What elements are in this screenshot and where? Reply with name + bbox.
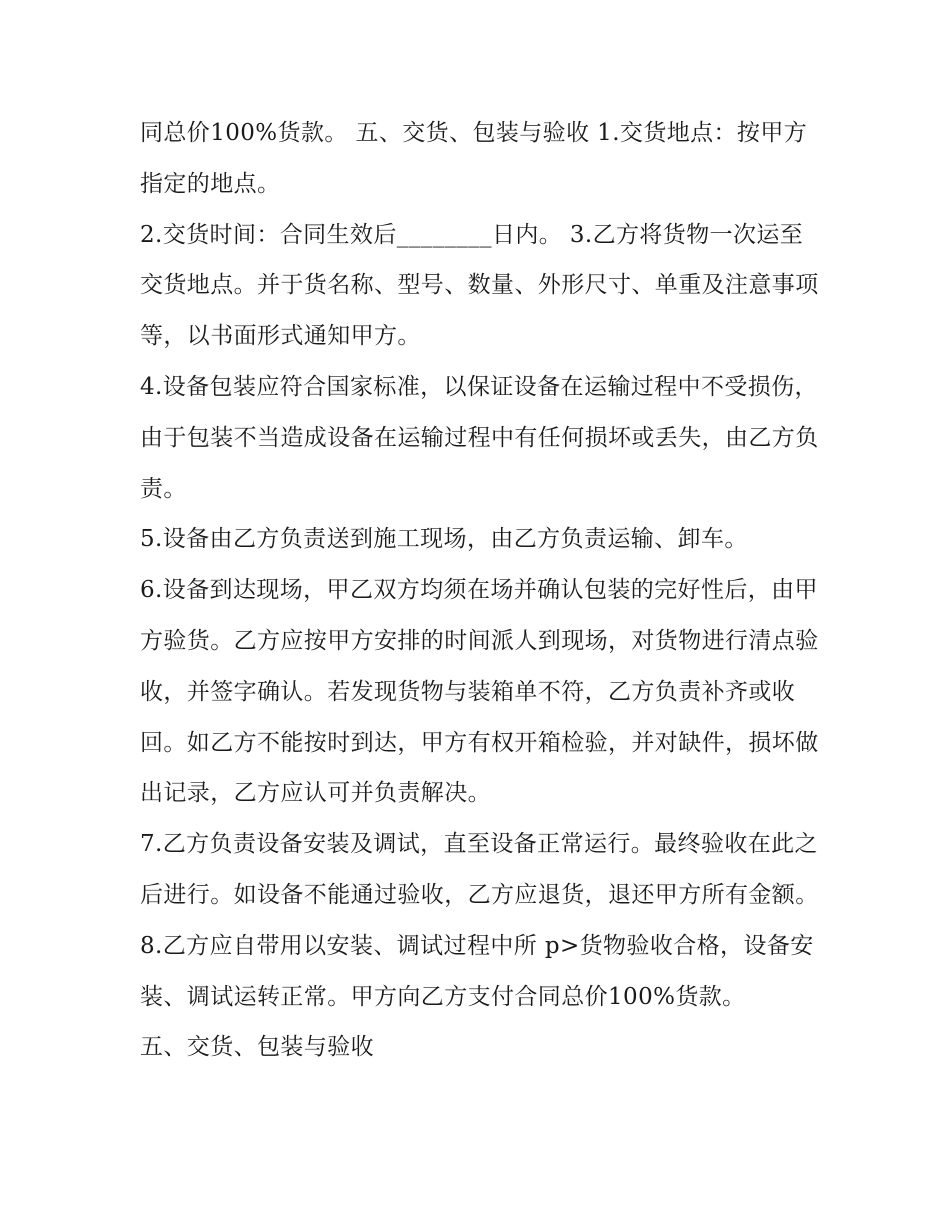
paragraph-5: 6.设备到达现场，甲乙双方均须在场并确认包装的完好性后，由甲方验货。乙方应按甲方安排的时间派人到现场，对货物进行清点验收，并签字确认。若发现货物与装箱单不符，乙方负责补齐或收回。如乙方不能按时到达，甲方有权开箱检验，并对缺件，损坏做出记录，乙方应认可并负责解决。: [140, 577, 819, 807]
paragraph-4: 5.设备由乙方负责送到施工现场，由乙方负责运输、卸车。: [140, 526, 748, 553]
paragraph-2: 2.交货时间：合同生效后________日内。 3.乙方将货物一次运至交货地点。并于货名称、型号、数量、外形尺寸、单重及注意事项等，以书面形式通知甲方。: [140, 221, 819, 350]
paragraph-6: 7.乙方负责设备安装及调试，直至设备正常运行。最终验收在此之后进行。如设备不能通过验收，乙方应退货，退还甲方所有金额。: [140, 831, 819, 908]
document-body: [140, 108, 820, 1073]
paragraph-3: 4.设备包装应符合国家标准，以保证设备在运输过程中不受损伤，由于包装不当造成设备在运输过程中有任何损坏或丢失，由乙方负责。: [140, 373, 819, 502]
paragraph-1: 同总价100%货款。 五、交货、包装与验收 1.交货地点：按甲方指定的地点。: [140, 120, 808, 197]
paragraph-7: 8.乙方应自带用以安装、调试过程中所 p>货物验收合格，设备安装、调试运转正常。甲方向乙方支付合同总价100%货款。: [140, 932, 814, 1010]
paragraph-8: 五、交货、包装与验收: [140, 1034, 374, 1061]
